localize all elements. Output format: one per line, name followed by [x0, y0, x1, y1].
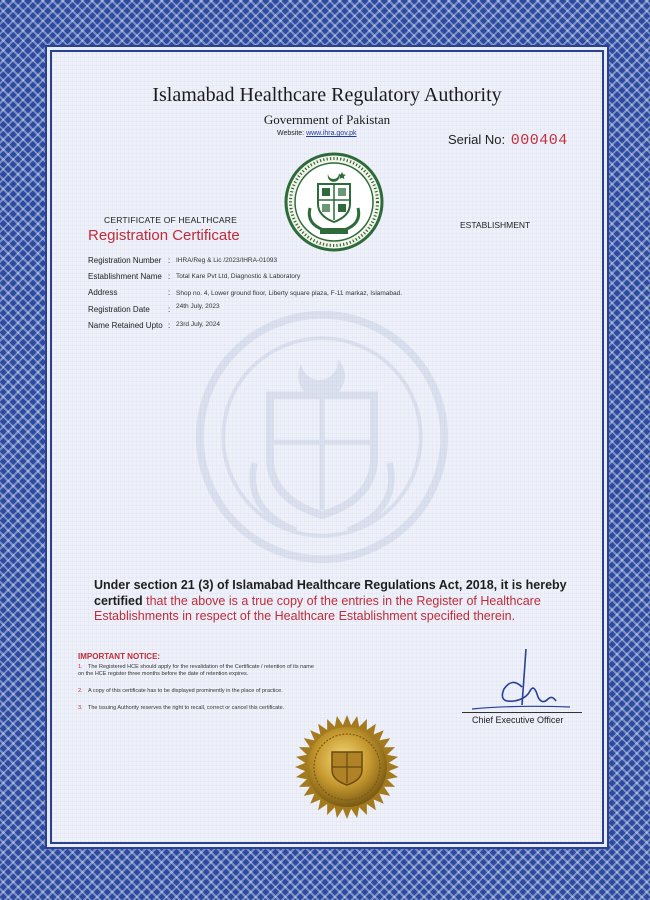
name-retained-upto-value: 23rd July, 2024	[176, 321, 220, 328]
notice-item-number: 3.	[78, 705, 83, 711]
notice-item	[78, 688, 318, 695]
notice-item	[78, 664, 318, 678]
notice-item-text: A copy of this certificate has to be displayed prominently in the place of practice.	[88, 688, 283, 694]
signature-line	[462, 712, 582, 713]
notice-item-text: The Registered HCE should apply for the revalidation of the Certificate / retention of its name on the HCE register three months before the date of retention expires.	[78, 664, 314, 677]
field-colon: :	[168, 321, 171, 330]
address-value: Shop no. 4, Lower ground floor, Liberty square plaza, F-11 markaz, Islamabad.	[176, 290, 403, 297]
certificate-inner-frame	[50, 50, 604, 844]
registration-number-value: IHRA/Reg & Lic /2023/IHRA-01093	[176, 257, 278, 264]
website-link[interactable]: www.ihra.gov.pk	[306, 130, 357, 137]
establishment-heading: ESTABLISHMENT	[460, 220, 531, 230]
field-colon: :	[168, 288, 171, 297]
field-colon: :	[168, 272, 171, 281]
signatory-title: Chief Executive Officer	[472, 715, 564, 725]
notice-item-text: The issuing Authority reserves the right to recall, correct or cancel this certificate.	[88, 705, 285, 711]
registration-number-label: Registration Number	[88, 256, 162, 265]
website-label: Website:	[277, 130, 305, 137]
certificate-of-heading: CERTIFICATE OF HEALTHCARE	[104, 215, 237, 225]
authority-title: Islamabad Healthcare Regulatory Authority	[152, 84, 502, 106]
certification-statement	[94, 578, 574, 625]
establishment-name-label: Establishment Name	[88, 272, 162, 281]
statement-certification-text: that the above is a true copy of the entries in the Register of Healthcare Establishments in respect of the Healthcare Establishment specified therein.	[94, 593, 541, 623]
registration-date-label: Registration Date	[88, 305, 150, 314]
address-label: Address	[88, 288, 118, 297]
registration-certificate-heading: Registration Certificate	[88, 227, 240, 244]
registration-date-value: 24th July, 2023	[176, 303, 220, 310]
notice-item-number: 1.	[78, 664, 83, 670]
establishment-name-value: Total Kare Pvt Ltd, Diagnostic & Laboratory	[176, 273, 301, 280]
field-colon: :	[168, 305, 171, 314]
serial-label: Serial No:	[448, 132, 506, 147]
government-emblem-icon	[284, 152, 384, 252]
watermark-emblem	[192, 307, 452, 567]
important-notice-title: IMPORTANT NOTICE:	[78, 652, 161, 661]
serial-line	[448, 132, 568, 149]
website-line	[277, 130, 357, 137]
government-subtitle: Government of Pakistan	[263, 112, 391, 127]
notice-item-number: 2.	[78, 688, 83, 694]
gold-seal-icon	[292, 712, 402, 822]
statement-legal-basis: Under section 21 (3) of Islamabad Healthcare Regulations Act, 2018, it is hereby certified	[94, 578, 567, 608]
notice-item	[78, 705, 318, 712]
name-retained-upto-label: Name Retained Upto	[88, 321, 163, 330]
field-colon: :	[168, 256, 171, 265]
serial-number: 000404	[510, 132, 568, 149]
ceo-signature	[452, 647, 572, 717]
